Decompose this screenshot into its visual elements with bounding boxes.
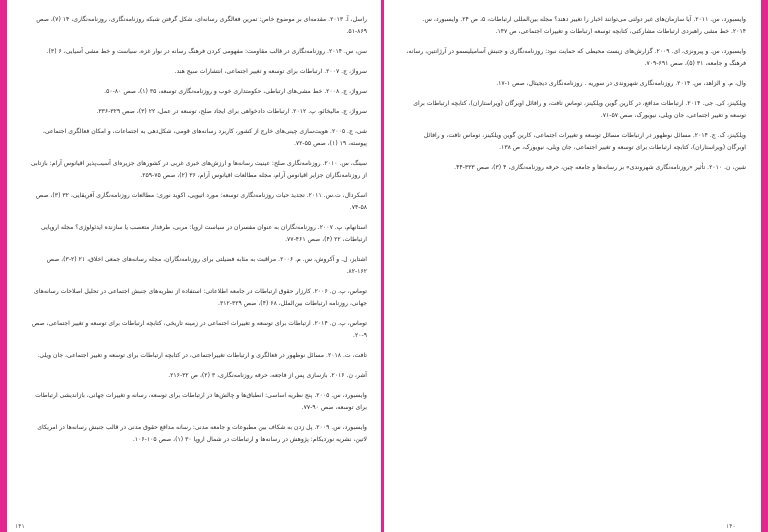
reference-entry: وایسبورد، س. ۲۰۱۱. آیا سازمان‌های غیر دولتی می‌توانند اخبار را تغییر دهند؟ مجله بین‌المللی ارتباطات، ۵، ص ۲۴. وایسبورد، س. ۲۰۱۴. خط مشی راهبردی ارتباطات مشارکتی، کتابچه توسعه ارتباطات و تغییرات اجتماعی، ص ۱۴۷. (422, 16, 746, 35)
reference-entry: استانهام، پ. ۲۰۰۷. روزنامه‌نگاران به عنوان مفسران در سیاست اروپا: مربی، طرفدار متعصب یا سازنده ایدئولوژی؟ مجله اروپایی ارتباطات، ۲۲ (۴)، صص ۴۶۱-۷۷. (41, 224, 367, 243)
reference-entry: سینگ، س. ۲۰۱۰. روزنامه‌نگاری صلح: عینیت رسانه‌ها و ارزش‌های خبری غربی در کشورهای جزیره‌ای آسیب‌پذیر اقیانوس آرام: بازتابی از روزنامه‌نگاران جزایر اقیانوس آرام، مجله مطالعات اقیانوس آرام، ۳۶ (۲)، صص ۷۵-۲۵۹. (30, 160, 367, 179)
reference-entry: تافت، ت. ۲۰۱۸. مسائل نوظهور در فعالگری و ارتباطات تغییر‌اجتماعی، در کتابچه ارتباطات برای توسعه و تغییر اجتماعی، جان ویلی. (37, 352, 367, 359)
page-number: ۱۴۰ (726, 523, 736, 530)
right-reference-list (406, 14, 746, 182)
reference-entry: شی، ج. ۲۰۰۵. هویت‌سازی چینی‌های خارج از کشور، کاربرد رسانه‌های قومی، شکل‌دهی به اجتماعات، و امکان فعالگری اجتماعی، پیوسته، ۱۹ (۱)، صص ۵۵-۷۲. (42, 128, 367, 147)
reference-entry: ویلکینز، ک. ج. ۲۰۱۴. مسائل نوظهور در ارتباطات مسائل توسعه و تغییرات اجتماعی، کارین گوین ویلکینز، توماس تافت، و رافائل اوبرگان (ویراستاران)، کتابچه ارتباطات برای توسعه و تغییر اجتماعی، جان ویلی، نیویورک، ص ۱۳۸. (423, 132, 746, 151)
reference-entry: شین، ن. ۲۰۱۰. تأثیر «روزنامه‌نگاری شهروندی» بر رسانه‌ها و جامعه چین، حرفه روزنامه‌نگاری، ۴ (۳)، صص ۳۳۳-۴۴. (454, 164, 746, 171)
reference-entry: وایسبورد، س. ۲۰۰۹. پل زدن به شکاف بین مطبوعات و جامعه مدنی: رسانه مدافع حقوق مدنی در قالب جنبش رسانه‌ها در امریکای لاتین، نشریه نوردیکام: پژوهش در رسانه‌ها و ارتباطات در شمال اروپا ۳۰ (۱)، صص ۱۰۵-۱۰۶. (37, 424, 367, 443)
left-page (7, 0, 381, 532)
reference-entry: سرواژ، ج. ۲۰۰۸. خط مشی‌های ارتباطی، حکومتداری خوب و روزنامه‌نگاری توسعه، ۳۵ (۱)، صص ۸۰-۵۰. (104, 88, 367, 95)
reference-entry: توماس، پ. ن. ۲۰۰۶. کارزار حقوق ارتباطات در جامعه اطلاعاتی: استفاده از نظریه‌های جنبش اجتماعی در تحلیل اصلاحات رسانه‌های جهانی، روزنامه ارتباطات بین‌الملل، ۶۸ (۴)، صص ۳۲۹-۳۱۲. (33, 288, 367, 307)
right-page (384, 0, 761, 532)
reference-entry: سرواژ، ج. ۲۰۰۷. ارتباطات برای توسعه و تغییر اجتماعی، انتشارات سیج هند. (174, 68, 367, 75)
reference-entry: ویلکینز، کی. جی. ۲۰۱۴. ارتباطات مدافع، در کارین گوین ویلکینز، توماس تافت، و رافائل اوبرگان (ویراستاران)، کتابچه ارتباطات برای توسعه و تغییر اجتماعی، جان ویلی، نیویورک، صص ۵۷-۷۱. (413, 100, 746, 119)
reference-entry: وال، م. و الزاهد، س. ۲۰۱۴. روزنامه‌نگاری شهروندی در سوریه . روزنامه‌نگاری دیجیتال، صص ۱-۱۷. (496, 80, 746, 87)
reference-entry: اشتایز، ل. و آکروش، س. م. ۲۰۰۶. مراقبت به مثابه فضیلتی برای روزنامه‌نگاران، مجله رسانه‌های جمعی اخلاق، ۲۱ (۲-۳)، صص ۱۶۲-۸۲. (46, 256, 367, 275)
reference-entry: سن، س. ۲۰۱۴. روزنامه‌نگاری در قالب مقاومت: مفهومی کردن فرهنگ رسانه در نوار غزه، سیاست و خط مشی آسیایی، ۶ (۳). (46, 48, 367, 55)
reference-entry: راسل، آ. ۲۰۱۳. مقدمه‌ای بر موضوع خاص: تمرین فعالگری رسانه‌ای، شکل گرفتن شبکه روزنامه‌نگاری، روزنامه‌نگاری، ۱۴ (۷)، صص ۸۶۹-۵۱. (36, 16, 367, 35)
reference-entry: اسکردال، ت.س. ۲۰۱۱. تجدید حیات روزنامه‌نگاری توسعه: مورد اتیوپی، اکوید نوری: مطالعات روزنامه‌نگاری آفریقایی، ۳۲ (۳)، صص ۵۸-۷۴. (35, 192, 367, 211)
reference-entry: وایسبورد، س. و پیرونزی، ای. ۲۰۰۹. گزارش‌های زیست محیطی که حمایت نبود: روزنامه‌نگاری و جنبش آسامیلیسمو در آرژانتین، رسانه، فرهنگ و جامعه، ۳۱ (۵)، صص ۶۹۱-۷۰۹. (406, 48, 746, 67)
reference-entry: توماس، پ. ن. ۲۰۱۴. ارتباطات برای توسعه و تغییرات اجتماعی در زمینه تاریخی، کتابچه ارتباطات برای توسعه و تغییر اجتماعی، صص ۹-۲۰. (31, 320, 367, 339)
reference-entry: آشر، ن. ۲۰۱۶. بازسازی پس از فاجعه، حرفه روزنامه‌نگاری، ۳ (۲)، ص ۳۲-۲۱۶. (168, 372, 367, 379)
left-reference-list (25, 14, 367, 454)
page-number: ۱۴۱ (15, 523, 25, 530)
reference-entry: سرواژ، ج. مالیخائو، پ. ۲۰۱۲. ارتباطات داد‌خواهی برای ایجاد صلح، توسعه در عمل، ۲۲ (۳)، صص ۳۲۹-۳۳۶. (96, 108, 367, 115)
reference-entry: وایسبورد، س. ۲۰۰۵. پنج نظریه اساسی: انطباق‌ها و چالش‌ها در ارتباطات برای توسعه، رسانه و تغییرات جهانی، بازاندیشی ارتباطات برای توسعه، صص ۹۰-۷۷. (35, 392, 367, 411)
